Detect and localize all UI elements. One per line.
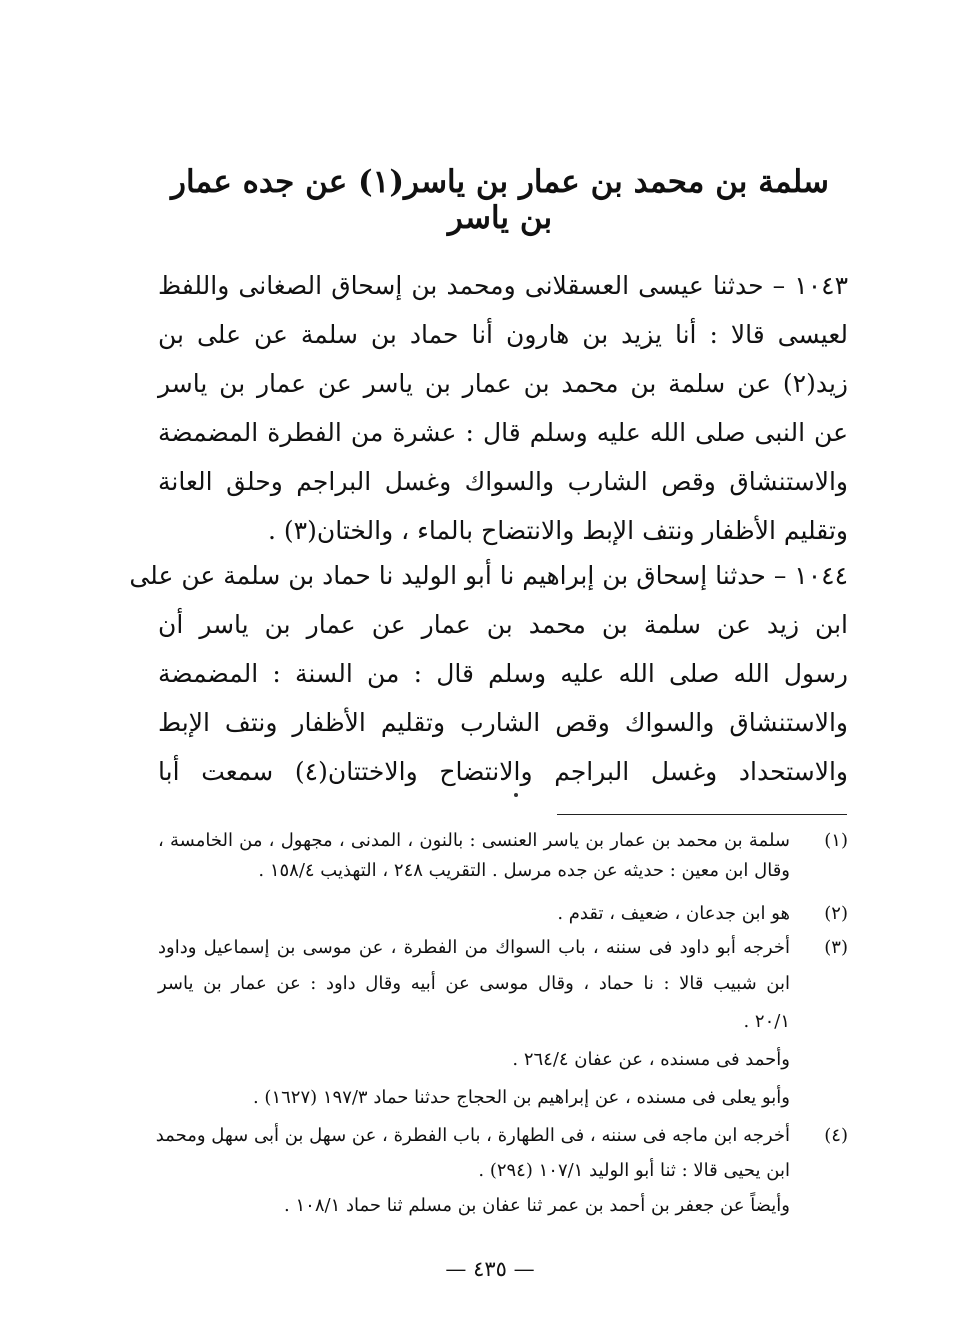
- footnote-mark: (٣): [824, 937, 848, 958]
- entry-line: وتقليم الأظفار ونتف الإبط والانتضاح بالماء ، والختان(٣) .: [268, 516, 848, 545]
- footnote-separator: [557, 814, 847, 815]
- footnote-2: [158, 899, 848, 929]
- footnote-line: ابن شبيب قالا : نا حماد ، وقال موسى عن أبيه وقال داود : عن عمار بن ياسر: [158, 973, 790, 994]
- entry-line: عن النبى صلى الله عليه وسلم قال : عشرة من الفطرة المضمضة: [158, 418, 848, 447]
- footnote-line: وأبو يعلى فى مسنده ، عن إبراهيم بن الحجاج حدثنا حماد ١٩٧/٣ (١٦٢٧) .: [252, 1087, 790, 1108]
- footnote-4: [155, 1121, 848, 1221]
- entry-line: زيد(٢) عن سلمة بن محمد بن عمار بن ياسر عن عمار بن ياسر: [158, 369, 848, 398]
- footnote-line: وقال ابن معين : حديثه عن جده مرسل . التقريب ٢٤٨ ، التهذيب ١٥٨/٤ .: [258, 860, 790, 881]
- footnote-line: هو ابن جدعان ، ضعيف ، تقدم .: [557, 903, 790, 924]
- entry-line: والاستنشاق والسواك وقص الشارب وتقليم الأظفار ونتف الإبط: [158, 708, 848, 737]
- footnote-mark: (٢): [824, 903, 848, 924]
- footnote-line: وأحمد فى مسنده ، عن عفان ٢٦٤/٤ .: [512, 1049, 790, 1070]
- entry-line: لعيسى قالا : أنا يزيد بن هارون أنا حماد بن سلمة عن على بن: [158, 320, 848, 349]
- footnote-line: سلمة بن محمد بن عمار بن ياسر العنسى : بالنون ، المدنى ، مجهول ، من الخامسة ،: [158, 830, 790, 851]
- entry-line: والاستحداد وغسل البراجم والانتضاح والاختتان(٤) سمعت أبا: [158, 757, 848, 786]
- entry-line: رسول الله صلى الله عليه وسلم قال : من السنة : المضمضة: [158, 659, 848, 688]
- footnote-line: وأيضاً عن جعفر بن أحمد بن عمر ثنا عفان بن مسلم ثنا حماد ١٠٨/١ .: [284, 1195, 790, 1216]
- footnote-mark: (٤): [824, 1125, 848, 1146]
- page-number: — ٤٣٥ —: [445, 1257, 535, 1281]
- entry-line: ١٠٤٤ – حدثنا إسحاق بن إبراهيم نا أبو الوليد نا حماد بن سلمة عن على: [129, 561, 848, 590]
- footnote-1: [158, 826, 848, 886]
- footnote-line: أخرجه أبو داود فى سننه ، باب السواك من الفطرة ، عن موسى بن إسماعيل وداود: [158, 937, 790, 958]
- footnote-line: أخرجه ابن ماجه فى سننه ، فى الطهارة ، باب الفطرة ، عن سهل بن أبى سهل ومحمد: [155, 1125, 790, 1146]
- footnote-line: ابن يحيى قالا : ثنا أبو الوليد ١٠٧/١ (٢٩٤) .: [478, 1160, 790, 1181]
- footnote-line: ٢٠/١ .: [743, 1011, 790, 1032]
- footnote-mark: (١): [824, 830, 848, 851]
- entry-line: ابن زيد عن سلمة بن محمد بن عمار عن عمار بن ياسر أن: [158, 610, 848, 639]
- page-title: سلمة بن محمد بن عمار بن ياسر(١) عن جده عمار بن ياسر: [171, 164, 829, 236]
- entry-line: والاستنشاق وقص الشارب والسواك وغسل البراجم وحلق العانة: [158, 467, 848, 496]
- stray-dot: [514, 793, 518, 797]
- footnote-3: [158, 933, 848, 1108]
- entry-line: ١٠٤٣ – حدثنا عيسى العسقلانى ومحمد بن إسحاق الصغانى واللفظ: [158, 271, 848, 300]
